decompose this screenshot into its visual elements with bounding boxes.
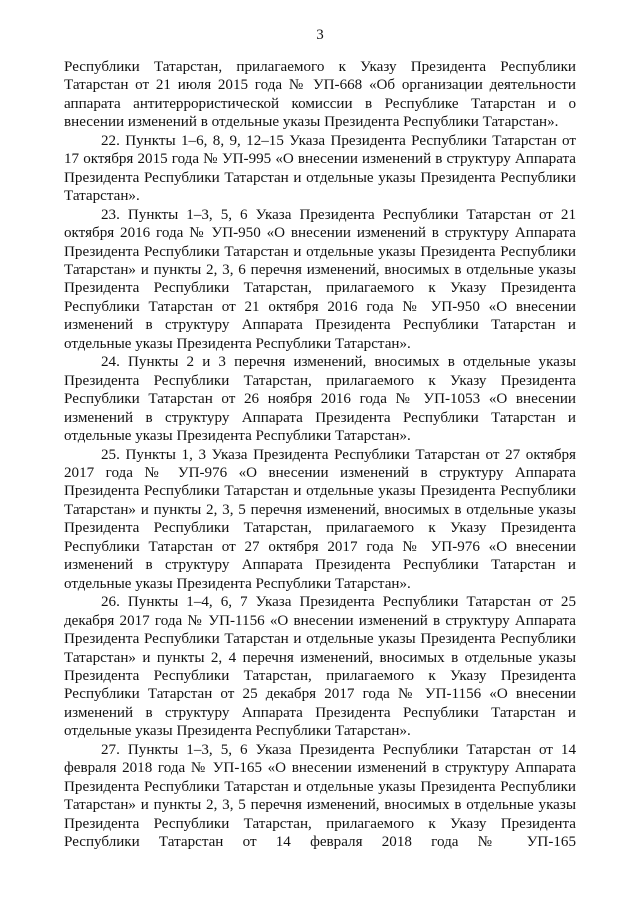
paragraph-item-25: 25. Пункты 1, 3 Указа Президента Республики Татарстан от 27 октября 2017 года № УП-976 «О внесении изменений в структуру Аппарата Президента Республики Татарстан и отдельные указы Президента Республики Татарстан» и пункты 2, 3, 5 перечня изменений, вносимых в отдельные указы Президента Республики Татарстан, прилагаемого к Указу Президента Республики Татарстан от 27 октября 2017 года № УП-976 «О внесении изменений в структуру Аппарата Президента Республики Татарстан и отдельные указы Президента Республики Татарстан». — [64, 446, 576, 592]
paragraph-item-22: 22. Пункты 1–6, 8, 9, 12–15 Указа Президента Республики Татарстан от 17 октября 2015 года № УП-995 «О внесении изменений в структуру Аппарата Президента Республики Татарстан и отдельные указы Президента Республики Татарстан». — [64, 132, 576, 205]
paragraph-item-26: 26. Пункты 1–4, 6, 7 Указа Президента Республики Татарстан от 25 декабря 2017 года № УП-1156 «О внесении изменений в структуру Аппарата Президента Республики Татарстан и отдельные указы Президента Республики Татарстан» и пункты 2, 4 перечня изменений, вносимых в отдельные указы Президента Республики Татарстан, прилагаемого к Указу Президента Республики Татарстан от 25 декабря 2017 года № УП-1156 «О внесении изменений в структуру Аппарата Президента Республики Татарстан и отдельные указы Президента Республики Татарстан». — [64, 594, 576, 740]
paragraph-continuation: Республики Татарстан, прилагаемого к Указу Президента Республики Татарстан от 21 июля 2015 года № УП-668 «Об организации деятельности аппарата антитеррористической комиссии в Республике Татарстан и о внесении изменений в отдельные указы Президента Республики Татарстан». — [64, 59, 576, 131]
paragraph-item-27: 27. Пункты 1–3, 5, 6 Указа Президента Республики Татарстан от 14 февраля 2018 года № УП-165 «О внесении изменений в структуру Аппарата Президента Республики Татарстан и отдельные указы Президента Республики Татарстан» и пункты 2, 3, 5 перечня изменений, вносимых в отдельные указы Президента Республики Татарстан, прилагаемого к Указу Президента Республики Татарстан от 14 февраля 2018 года № УП-165 — [64, 741, 576, 851]
document-page — [64, 26, 576, 851]
paragraph-item-23: 23. Пункты 1–3, 5, 6 Указа Президента Республики Татарстан от 21 октября 2016 года № УП-950 «О внесении изменений в структуру Аппарата Президента Республики Татарстан и отдельные указы Президента Республики Татарстан» и пункты 2, 3, 6 перечня изменений, вносимых в отдельные указы Президента Республики Татарстан, прилагаемого к Указу Президента Республики Татарстан от 21 октября 2016 года № УП-950 «О внесении изменений в структуру Аппарата Президента Республики Татарстан и отдельные указы Президента Республики Татарстан». — [64, 206, 576, 352]
paragraph-item-24: 24. Пункты 2 и 3 перечня изменений, вносимых в отдельные указы Президента Республики Татарстан, прилагаемого к Указу Президента Республики Татарстан от 26 ноября 2016 года № УП-1053 «О внесении изменений в структуру Аппарата Президента Республики Татарстан и отдельные указы Президента Республики Татарстан». — [64, 354, 576, 445]
page-number: 3 — [316, 27, 324, 43]
